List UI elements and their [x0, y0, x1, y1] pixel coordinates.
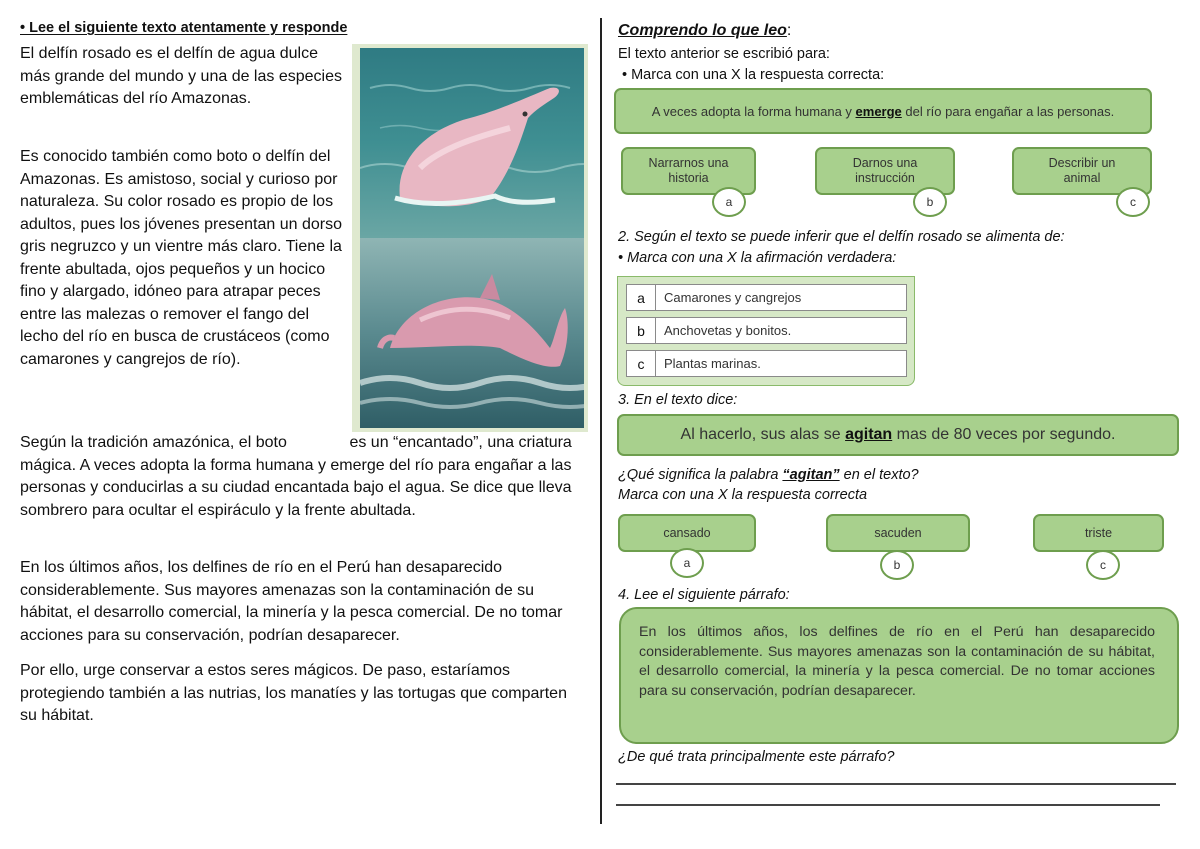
q3-option-a[interactable]: [618, 514, 756, 552]
q2-row-a-text: Camarones y cangrejos: [664, 290, 802, 305]
q3-option-a-circle[interactable]: a: [670, 548, 704, 578]
quote-banner-1: [614, 88, 1152, 134]
q1-instruction: • Marca con una X la respuesta correcta:: [622, 67, 885, 83]
paragraph-3: [20, 432, 595, 522]
q3-question: [618, 467, 919, 483]
q2-row-b-letter: b: [627, 318, 656, 343]
q3-question-pre: ¿Qué significa la palabra: [618, 467, 783, 483]
section-heading-colon: :: [786, 22, 792, 39]
q3-option-b-circle[interactable]: b: [880, 550, 914, 580]
section-heading: [618, 22, 791, 40]
paragraph-3-start: Según la tradición amazónica, el boto: [20, 434, 287, 451]
q3-instruction: Marca con una X la respuesta correcta: [618, 487, 868, 503]
q2-row-b[interactable]: [626, 317, 907, 344]
q3-option-b-text: sacuden: [874, 525, 922, 540]
q3-option-c[interactable]: [1033, 514, 1164, 552]
q2-row-b-text: Anchovetas y bonitos.: [664, 323, 792, 338]
paragraph-5: Por ello, urge conservar a estos seres mágicos. De paso, estaríamos protegiendo también a las nutrias, los manatíes y las tortugas que comparten su hábitat.: [20, 662, 567, 724]
banner1-pre: A veces adopta la forma humana y: [651, 103, 856, 119]
q1-intro: El texto anterior se escribió para:: [618, 46, 830, 62]
q2-options-table: [617, 276, 915, 386]
q3-option-b[interactable]: [826, 514, 970, 552]
dolphin-photo: [352, 44, 588, 432]
q2-row-a[interactable]: [626, 284, 907, 311]
q2-row-c-text: Plantas marinas.: [664, 356, 761, 371]
q1-option-a-text: Narrarnos una historia: [648, 156, 729, 185]
q2-row-c-letter: c: [627, 351, 656, 376]
paragraph-1: El delfín rosado es el delfín de agua dulce más grande del mundo y una de las especies emblemáticas del río Amazonas.: [20, 45, 342, 107]
quote-banner-2: [617, 414, 1179, 456]
q3-question-word: “agitan”: [782, 467, 840, 483]
q1-option-b-text: Darnos una instrucción: [852, 156, 918, 185]
q1-option-c-text: Describir un animal: [1048, 156, 1116, 185]
q3-option-c-circle[interactable]: c: [1086, 550, 1120, 580]
paragraph-3-rest: es un “encantado”, una criatura mágica. A veces adopta la forma humana y emerge del río para engañar a las personas y conducirlas a su ciudad encantada bajo el agua. Se dice que lleva sombrero para ocultar el espiráculo y la frente abultada.: [20, 434, 572, 519]
q3-option-a-text: cansado: [663, 525, 711, 540]
answer-line-2[interactable]: [616, 804, 1160, 806]
q3-question-post: en el texto?: [839, 467, 919, 483]
quote-banner-3: En los últimos años, los delfines de río en el Perú han desaparecido considerablemente. Sus mayores amenazas son la contaminación de su hábitat, el desarrollo comercial, la minería y la pesca comercial. De no tomar acciones para su conservación, podrían desaparecer.: [619, 607, 1179, 744]
q2-title: 2. Según el texto se puede inferir que el delfín rosado se alimenta de:: [618, 229, 1065, 245]
q1-option-b-circle[interactable]: b: [913, 187, 947, 217]
banner2-pre: Al hacerlo, sus alas se: [680, 426, 846, 443]
q4-title: 4. Lee el siguiente párrafo:: [618, 587, 790, 603]
banner2-post: mas de 80 veces por segundo.: [892, 426, 1116, 443]
q3-title: 3. En el texto dice:: [618, 392, 738, 408]
q2-instruction: • Marca con una X la afirmación verdadera:: [618, 250, 897, 266]
section-heading-text: Comprendo lo que leo: [618, 22, 787, 39]
paragraph-2: Es conocido también como boto o delfín del Amazonas. Es amistoso, social y curioso por naturaleza. Su color rosado es propio de los adultos, pues los jóvenes presentan un dorso gris negruzco y un vientre más claro. Tiene la frente abultada, ojos pequeños y un hocico fino y alargado, idóneo para atrapar peces entre las malezas o remover el fango del lecho del río en busca de crustáceos (como camarones y cangrejos de río).: [20, 148, 342, 368]
banner2-word: agitan: [845, 426, 893, 443]
q1-option-c-circle[interactable]: c: [1116, 187, 1150, 217]
answer-line-1[interactable]: [616, 783, 1176, 785]
banner1-word: emerge: [855, 103, 902, 119]
column-divider: [600, 18, 602, 824]
q3-option-c-text: triste: [1084, 525, 1113, 540]
paragraph-4: En los últimos años, los delfines de río en el Perú han desaparecido considerablemente. Sus mayores amenazas son la contaminación de su hábitat, el desarrollo comercial, la minería y la pesca comercial. De no tomar acciones para su conservación, podrían desaparecer.: [20, 559, 563, 644]
reading-instruction: • Lee el siguiente texto atentamente y responde: [20, 20, 348, 36]
banner1-post: del río para engañar a las personas.: [901, 103, 1115, 119]
q4-question: ¿De qué trata principalmente este párrafo?: [618, 749, 895, 765]
q2-row-c[interactable]: [626, 350, 907, 377]
q1-option-a-circle[interactable]: a: [712, 187, 746, 217]
pink-dolphins-illustration: [360, 48, 584, 428]
q2-row-a-letter: a: [627, 285, 656, 310]
